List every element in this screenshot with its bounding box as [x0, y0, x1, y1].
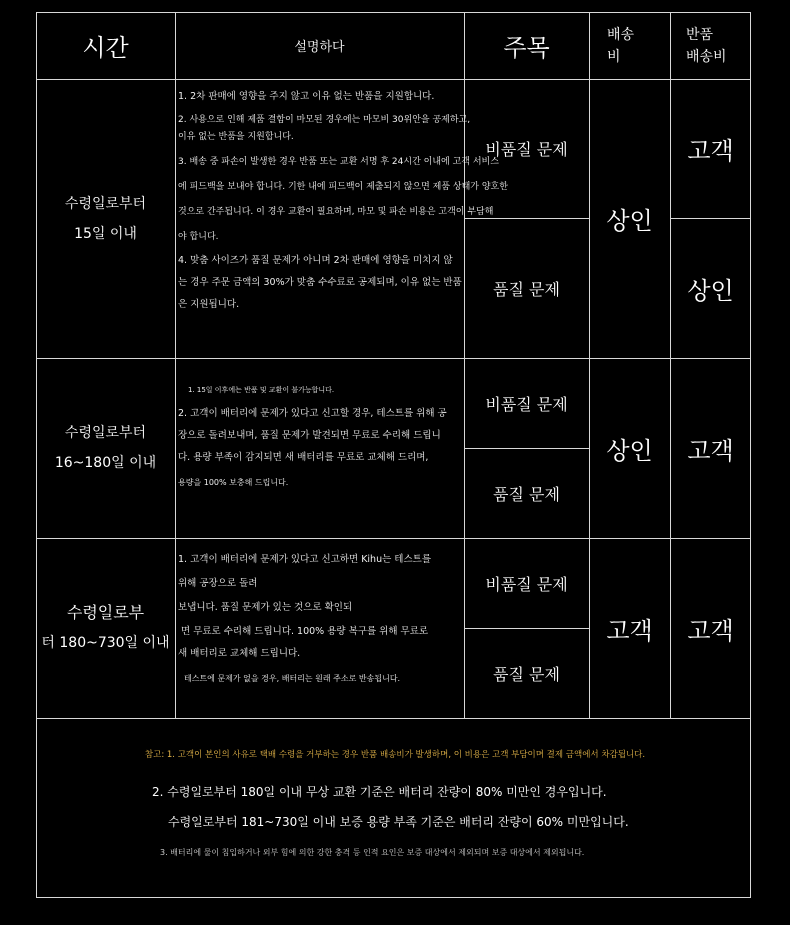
- shipping-paid-by: 고객: [606, 616, 653, 645]
- note-1: 참고: 1. 고객이 본인의 사유로 택배 수령을 거부하는 경우 반품 배송비가 발생하며, 이 비용은 고객 부담이며 결제 금액에서 차감됩니다.: [144, 750, 646, 760]
- issue-non-quality: 비품질 문제: [485, 574, 568, 594]
- header-return-shipping-line2: 배송비: [686, 48, 727, 65]
- header-shipping-line1: 배송: [607, 26, 635, 43]
- header-note: 주목: [503, 34, 550, 62]
- description-line: 다. 용량 부족이 감지되면 새 배터리를 무료로 교체해 드리며,: [178, 452, 429, 463]
- issue-quality: 품질 문제: [493, 664, 560, 684]
- period-line1: 수령일로부터: [64, 195, 147, 212]
- note-2: 2. 수령일로부터 180일 이내 무상 교환 기준은 배터리 잔량이 80% 미만인 경우입니다.: [152, 785, 607, 799]
- description-line: 3. 배송 중 파손이 발생한 경우 반품 또는 교환 서명 후 24시간 이내에 고객 서비스: [178, 157, 499, 167]
- description-line: 보냅니다. 품질 문제가 있는 것으로 확인되: [178, 602, 353, 613]
- header-shipping-line2: 비: [607, 48, 621, 65]
- shipping-paid-by: 상인: [606, 436, 653, 465]
- description-text: [178, 90, 508, 311]
- description-line: 은 지원됩니다.: [178, 299, 240, 310]
- period-line2: 터 180~730일 이내: [41, 635, 170, 651]
- note-4: 3. 배터리에 물이 침입하거나 외부 힘에 의한 강한 충격 등 인적 요인은 보증 대상에서 제외되며 보증 대상에서 제외됩니다.: [160, 848, 585, 857]
- period-cell: [36, 358, 175, 538]
- note-3: 수령일로부터 181~730일 이내 보증 용량 부족 기준은 배터리 잔량이 60% 미만입니다.: [168, 815, 629, 829]
- description-line: 4. 맞춤 사이즈가 품질 문제가 아니며 2차 판매에 영향을 미치지 않: [178, 255, 453, 266]
- issue-non-quality: 비품질 문제: [485, 394, 568, 414]
- issue-non-quality: 비품질 문제: [485, 140, 568, 159]
- header-time: 시간: [82, 34, 129, 62]
- description-line: 1. 고객이 배터리에 문제가 있다고 신고하면 Kihu는 테스트를: [178, 554, 432, 565]
- issue-quality: 품질 문제: [493, 279, 560, 299]
- grid-line: [175, 12, 176, 718]
- description-line: 1. 15일 이후에는 반품 및 교환이 불가능합니다.: [188, 386, 335, 394]
- header-shipping: [589, 12, 670, 79]
- return-paid-by-non-quality: 고객: [687, 137, 734, 165]
- description-line: 것으로 간주됩니다. 이 경우 교환이 필요하며, 마모 및 파손 비용은 고객이 부담해: [178, 207, 494, 217]
- description-line: 장으로 돌려보내며, 품질 문제가 발견되면 무료로 수리해 드립니: [178, 430, 441, 441]
- shipping-paid-by: 상인: [606, 207, 653, 235]
- description-line: 용량을 100% 보충해 드립니다.: [178, 478, 289, 487]
- period-line2: 16~180일 이내: [54, 455, 157, 471]
- header-description: 설명하다: [294, 40, 345, 55]
- period-cell: [36, 79, 175, 358]
- header-return-shipping-line1: 반품: [686, 26, 714, 43]
- issue-quality: 품질 문제: [493, 484, 560, 504]
- period-line1: 수령일로부: [66, 603, 145, 622]
- description-line: 이유 없는 반품을 지원합니다.: [178, 132, 294, 142]
- return-paid-by-quality: 상인: [687, 276, 734, 305]
- description-line: 는 경우 주문 금액의 30%가 맞춤 수수료로 공제되며, 이유 없는 반품: [178, 277, 462, 288]
- period-line2: 15일 이내: [74, 225, 137, 242]
- description-line: 2. 고객이 배터리에 문제가 있다고 신고할 경우, 테스트를 위해 공: [178, 408, 447, 419]
- description-text: [178, 553, 431, 685]
- description-line: 새 배터리로 교체해 드립니다.: [178, 648, 301, 659]
- period-cell: [36, 538, 175, 718]
- grid-line: [36, 718, 751, 719]
- header-return-shipping: [670, 12, 751, 79]
- description-line: 1. 2차 판매에 영향을 주지 않고 이유 없는 반품을 지원합니다.: [178, 91, 435, 102]
- return-paid-by: 고객: [687, 616, 734, 645]
- description-line: 테스트에 문제가 없을 경우, 배터리는 원래 주소로 반송됩니다.: [184, 674, 401, 683]
- description-line: 면 무료로 수리해 드립니다. 100% 용량 복구를 위해 무료로: [181, 626, 429, 637]
- description-line: 야 합니다.: [178, 232, 219, 242]
- description-line: 에 피드백을 보내야 합니다. 기한 내에 피드백이 제출되지 않으면 제품 상태가 양호한: [178, 182, 508, 192]
- period-line1: 수령일로부터: [64, 425, 147, 441]
- description-line: 2. 사용으로 인해 제품 결함이 마모된 경우에는 마모비 30위안을 공제하고,: [178, 115, 471, 125]
- description-line: 위해 공장으로 돌려: [178, 578, 258, 589]
- description-text: [178, 384, 447, 489]
- return-paid-by: 고객: [687, 436, 734, 465]
